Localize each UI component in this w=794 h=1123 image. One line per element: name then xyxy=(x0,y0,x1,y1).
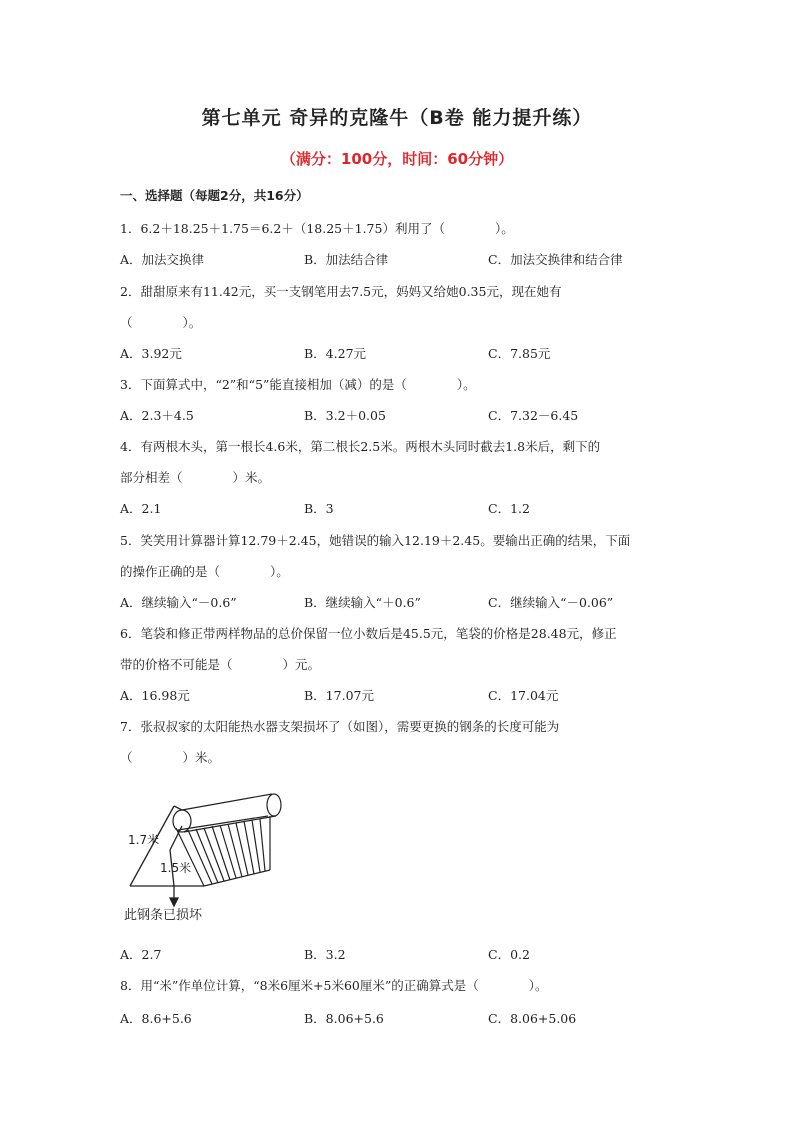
question-3-text: 3．下面算式中，“2”和“5”能直接相加（减）的是（ ）。 xyxy=(120,377,476,392)
question-5-option-a[interactable]: A．继续输入“－0.6” xyxy=(120,595,237,610)
question-3-option-c[interactable]: C．7.32－6.45 xyxy=(488,408,579,423)
question-6-option-b[interactable]: B．17.07元 xyxy=(304,688,374,703)
question-7-text: 7．张叔叔家的太阳能热水器支架损坏了（如图），需要更换的钢条的长度可能为 xyxy=(120,719,560,734)
question-2-option-b[interactable]: B．4.27元 xyxy=(304,346,367,361)
question-4-text-cont: 部分相差（ ）米。 xyxy=(120,470,271,485)
page-title: 第七单元 奇异的克隆牛（B卷 能力提升练） xyxy=(201,107,593,129)
question-4-option-a[interactable]: A．2.1 xyxy=(120,501,162,516)
question-2-option-a[interactable]: A．3.92元 xyxy=(120,346,182,361)
water-tank xyxy=(173,794,281,832)
question-2-text-cont: （ ）。 xyxy=(120,315,202,330)
exam-info: （满分：100分，时间：60分钟） xyxy=(280,150,514,168)
question-5-text: 5．笑笑用计算器计算12.79＋2.45，她错误的输入12.19＋2.45。要输出正确的结果，下面 xyxy=(120,533,631,548)
question-5-option-b[interactable]: B．继续输入“＋0.6” xyxy=(304,595,421,610)
question-7-text-cont: （ ）米。 xyxy=(120,750,221,765)
water-heater-figure xyxy=(120,788,290,923)
question-1-option-c[interactable]: C．加法交换律和结合律 xyxy=(488,252,623,267)
question-8-text: 8．用“米”作单位计算，“8米6厘米+5米60厘米”的正确算式是（ ）。 xyxy=(120,978,548,993)
section-heading: 一、选择题（每题2分，共16分） xyxy=(120,188,309,203)
question-1-text: 1．6.2＋18.25＋1.75＝6.2＋（18.25＋1.75）利用了（ ）。 xyxy=(120,221,514,236)
question-3-option-a[interactable]: A．2.3＋4.5 xyxy=(120,408,194,423)
question-8-option-a[interactable]: A．8.6+5.6 xyxy=(120,1011,192,1026)
question-7-option-c[interactable]: C．0.2 xyxy=(488,947,530,962)
question-6-text-cont: 带的价格不可能是（ ）元。 xyxy=(120,657,321,672)
question-5-option-c[interactable]: C．继续输入“－0.06” xyxy=(488,595,614,610)
question-2-text: 2．甜甜原来有11.42元，买一支钢笔用去7.5元，妈妈又给她0.35元，现在她有 xyxy=(120,284,562,299)
question-6-text: 6．笔袋和修正带两样物品的总价保留一位小数后是45.5元，笔袋的价格是28.48元，修正 xyxy=(120,626,617,641)
question-2-option-c[interactable]: C．7.85元 xyxy=(488,346,551,361)
question-7-option-b[interactable]: B．3.2 xyxy=(304,947,346,962)
question-7-option-a[interactable]: A．2.7 xyxy=(120,947,162,962)
figure-caption: 此钢条已损坏 xyxy=(124,908,203,923)
label-1-5m: 1.5米 xyxy=(160,861,192,875)
question-1-option-b[interactable]: B．加法结合律 xyxy=(304,252,389,267)
question-6-option-a[interactable]: A．16.98元 xyxy=(120,688,190,703)
question-4-text: 4．有两根木头，第一根长4.6米，第二根长2.5米。两根木头同时截去1.8米后，剩下的 xyxy=(120,439,601,454)
question-4-option-b[interactable]: B．3 xyxy=(304,501,334,516)
question-3-option-b[interactable]: B．3.2＋0.05 xyxy=(304,408,386,423)
support-bars xyxy=(130,806,204,906)
question-8-option-b[interactable]: B．8.06+5.6 xyxy=(304,1011,384,1026)
question-1-option-a[interactable]: A．加法交换律 xyxy=(120,252,205,267)
question-8-option-c[interactable]: C．8.06+5.06 xyxy=(488,1011,577,1026)
question-5-text-cont: 的操作正确的是（ ）。 xyxy=(120,564,289,579)
question-4-option-c[interactable]: C．1.2 xyxy=(488,501,530,516)
label-1-7m: 1.7米 xyxy=(128,833,160,847)
question-6-option-c[interactable]: C．17.04元 xyxy=(488,688,559,703)
